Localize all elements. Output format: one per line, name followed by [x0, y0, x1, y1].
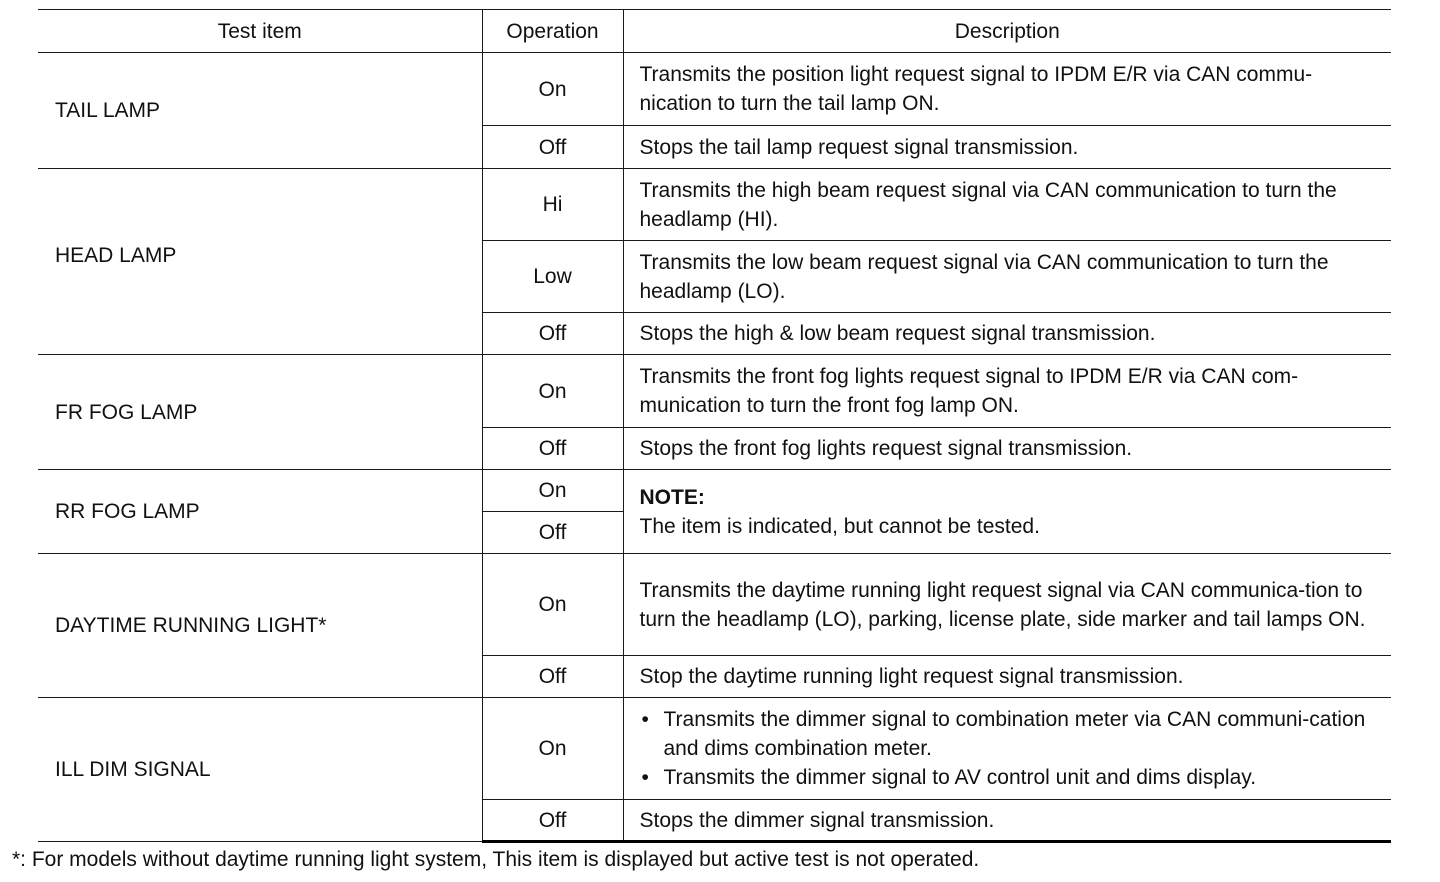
operation-cell: Off [482, 313, 623, 355]
operation-cell: Off [482, 428, 623, 470]
description-cell: Transmits the low beam request signal via CAN communication to turn the headlamp (LO). [623, 241, 1391, 313]
active-test-table [38, 9, 1391, 843]
operation-cell: Off [482, 800, 623, 842]
operation-cell: On [482, 698, 623, 800]
operation-cell: On [482, 470, 623, 512]
description-cell: Stops the dimmer signal transmission. [623, 800, 1391, 842]
list-item [640, 763, 1382, 792]
table-row [38, 355, 1391, 428]
header-row [38, 10, 1391, 53]
operation-cell: On [482, 554, 623, 656]
footnote: *: For models without daytime running light system, This item is displayed but active test is not operated. [12, 848, 980, 871]
table-row [38, 169, 1391, 241]
test-item-tail-lamp: TAIL LAMP [38, 53, 482, 169]
description-cell [623, 698, 1391, 800]
note-text: The item is indicated, but cannot be tested. [639, 514, 1040, 538]
bullet-text: Transmits the dimmer signal to combination meter via CAN communi-cation and dims combination meter. [663, 708, 1366, 760]
description-cell: Stops the tail lamp request signal transmission. [623, 126, 1391, 169]
operation-cell: Hi [482, 169, 623, 241]
description-cell: Transmits the position light request signal to IPDM E/R via CAN commu-nication to turn the tail lamp ON. [623, 53, 1391, 126]
operation-cell: Off [482, 656, 623, 698]
description-cell: Transmits the front fog lights request signal to IPDM E/R via CAN com-munication to turn the front fog lamp ON. [623, 355, 1391, 428]
bullet-icon: • [641, 708, 649, 731]
test-item-daytime-running-light: DAYTIME RUNNING LIGHT* [38, 554, 482, 698]
description-cell: Transmits the high beam request signal via CAN communication to turn the headlamp (HI). [623, 169, 1391, 241]
operation-cell: On [482, 53, 623, 126]
list-item [640, 705, 1382, 763]
header-operation: Operation [482, 10, 623, 53]
bullet-list [640, 705, 1382, 792]
table-row [38, 470, 1391, 512]
header-test-item: Test item [38, 10, 482, 53]
header-description: Description [623, 10, 1391, 53]
description-cell: Transmits the daytime running light request signal via CAN communica-tion to turn the headlamp (LO), parking, license plate, side marker and tail lamps ON. [623, 554, 1391, 656]
bullet-text: Transmits the dimmer signal to AV control unit and dims display. [663, 766, 1257, 789]
table-row [38, 53, 1391, 126]
note-cell [623, 470, 1391, 554]
bullet-icon: • [641, 766, 649, 789]
description-cell: Stops the front fog lights request signal transmission. [623, 428, 1391, 470]
operation-cell: Off [482, 126, 623, 169]
operation-cell: On [482, 355, 623, 428]
table-row [38, 554, 1391, 656]
test-item-ill-dim-signal: ILL DIM SIGNAL [38, 698, 482, 842]
table-row [38, 698, 1391, 800]
test-item-fr-fog-lamp: FR FOG LAMP [38, 355, 482, 470]
note-title: NOTE: [639, 485, 705, 509]
operation-cell: Off [482, 512, 623, 554]
test-item-rr-fog-lamp: RR FOG LAMP [38, 470, 482, 554]
description-cell: Stop the daytime running light request signal transmission. [623, 656, 1391, 698]
test-item-head-lamp: HEAD LAMP [38, 169, 482, 355]
operation-cell: Low [482, 241, 623, 313]
description-cell: Stops the high & low beam request signal transmission. [623, 313, 1391, 355]
